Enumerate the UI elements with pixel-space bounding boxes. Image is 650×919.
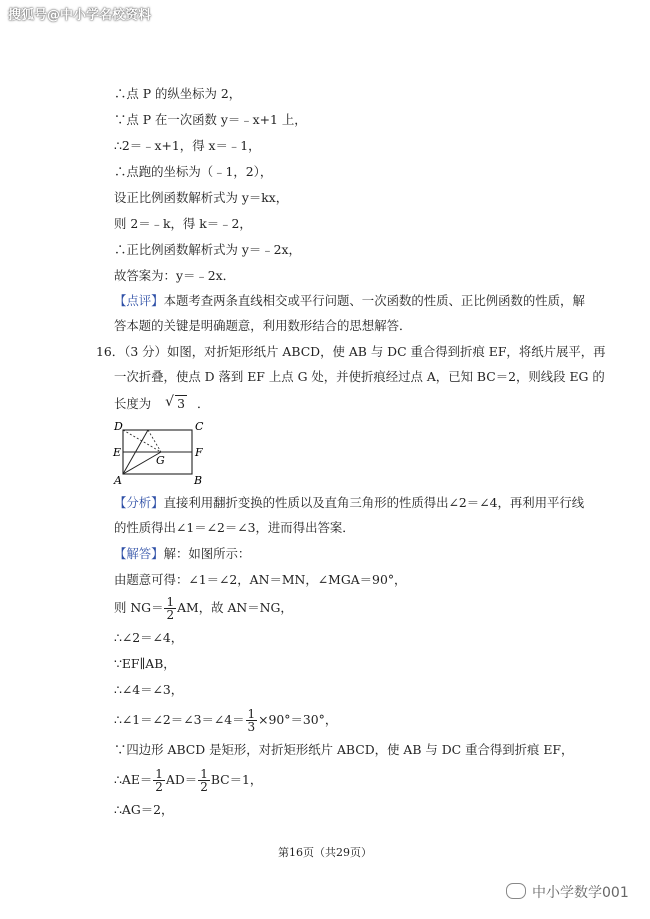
segment-dg xyxy=(123,430,161,452)
question-line-3-suffix: ． xyxy=(197,396,210,411)
label-b: B xyxy=(194,474,203,486)
fraction-third xyxy=(246,708,258,733)
rectangle-figure xyxy=(110,418,220,486)
text-line: ∴正比例函数解析式为 y＝﹣2x， xyxy=(114,242,301,257)
solution-l6-b: ×90°＝30°， xyxy=(258,712,338,727)
analysis-text-1: 直接利用翻折变换的性质以及直角三角形的性质得出∠2＝∠4，再利用平行线 xyxy=(163,495,585,510)
answer-value: 3 xyxy=(177,396,186,411)
solution-l6-a: ∴∠1＝∠2＝∠3＝∠4＝ xyxy=(114,712,245,727)
label-c: C xyxy=(195,420,204,433)
fraction-half-1 xyxy=(153,768,165,793)
comment-line-1 xyxy=(114,293,585,309)
text-line: 故答案为：y＝﹣2x． xyxy=(114,268,235,283)
question-line-2: 一次折叠，使点 D 落到 EF 上点 G 处，并使折痕经过点 A，已知 BC＝2，则线段 EG 的 xyxy=(114,369,605,384)
solution-line-8 xyxy=(114,768,262,793)
watermark-bottom xyxy=(506,882,629,902)
fraction-numerator: 1 xyxy=(247,707,256,721)
segment-eg xyxy=(148,430,161,452)
label-a: A xyxy=(114,474,122,486)
comment-text-1: 本题考查两条直线相交或平行问题、一次函数的性质、正比例函数的性质，解 xyxy=(163,293,585,308)
solution-l2-a: 则 NG＝ xyxy=(114,600,164,615)
solution-line-3: ∴∠2＝∠4， xyxy=(114,630,184,645)
solution-tag: 【解答】 xyxy=(114,546,164,561)
answer-blank xyxy=(155,396,197,412)
solution-l2-b: AM，故 AN＝NG， xyxy=(177,600,293,615)
fraction-half-2 xyxy=(198,768,210,793)
fraction-denominator: 3 xyxy=(247,720,256,734)
solution-line-9: ∴AG＝2， xyxy=(114,802,174,817)
label-e: E xyxy=(113,446,122,459)
text-line: 则 2＝﹣k，得 k＝﹣2， xyxy=(114,216,252,231)
solution-line-6 xyxy=(114,708,337,733)
label-g: G xyxy=(156,454,165,467)
solution-intro: 解：如图所示： xyxy=(163,546,251,561)
fraction-denominator: 2 xyxy=(166,608,175,622)
watermark-bottom-text: 中小学数学001 xyxy=(532,885,629,901)
solution-l8-b: AD＝ xyxy=(165,772,198,787)
analysis-line-2: 的性质得出∠1＝∠2＝∠3，进而得出答案． xyxy=(114,520,355,535)
text-line: ∴2＝﹣x+1，得 x＝﹣1， xyxy=(114,138,261,153)
fraction-numerator: 1 xyxy=(155,767,163,781)
question-line-3-prefix: 长度为 xyxy=(114,396,152,411)
comment-tag: 【点评】 xyxy=(114,293,164,308)
text-line: ∴点 P 的纵坐标为 2， xyxy=(114,86,242,101)
page-footer: 第16页（共29页） xyxy=(278,846,372,859)
fraction-numerator: 1 xyxy=(200,767,208,781)
solution-line-2 xyxy=(114,596,293,621)
question-line-3 xyxy=(114,396,209,412)
text-line: 设正比例函数解析式为 y＝kx， xyxy=(114,190,289,205)
solution-l8-c: BC＝1， xyxy=(210,772,263,787)
text-line: ∴点跑的坐标为（﹣1，2）， xyxy=(114,164,273,179)
solution-line-7: ∵四边形 ABCD 是矩形，对折矩形纸片 ABCD，使 AB 与 DC 重合得到折痕 EF， xyxy=(114,742,574,757)
fraction-denominator: 2 xyxy=(155,780,163,794)
comment-line-2: 答本题的关键是明确题意，利用数形结合的思想解答． xyxy=(114,318,412,333)
wechat-icon xyxy=(506,883,526,899)
analysis-line-1 xyxy=(114,495,584,511)
fraction-denominator: 2 xyxy=(200,780,208,794)
sqrt-sign: √ 3 xyxy=(165,394,186,411)
solution-line-1: 由题意可得：∠1＝∠2，AN＝MN，∠MGA＝90°， xyxy=(114,572,407,587)
solution-line-intro xyxy=(114,546,250,562)
watermark-top: 搜狐号@中小学名校资料 xyxy=(8,8,152,23)
solution-l8-a: ∴AE＝ xyxy=(114,772,153,787)
analysis-tag: 【分析】 xyxy=(114,495,164,510)
fraction-numerator: 1 xyxy=(166,595,175,609)
solution-line-4: ∵EF∥AB， xyxy=(114,656,176,671)
label-d: D xyxy=(114,420,123,433)
question-line-1: 16．（3 分）如图，对折矩形纸片 ABCD，使 AB 与 DC 重合得到折痕 EF，将纸片展平，再 xyxy=(96,344,606,359)
solution-line-5: ∴∠4＝∠3， xyxy=(114,682,184,697)
label-f: F xyxy=(195,446,203,459)
text-line: ∵点 P 在一次函数 y＝﹣x+1 上， xyxy=(114,112,307,127)
fraction-half xyxy=(164,596,176,621)
